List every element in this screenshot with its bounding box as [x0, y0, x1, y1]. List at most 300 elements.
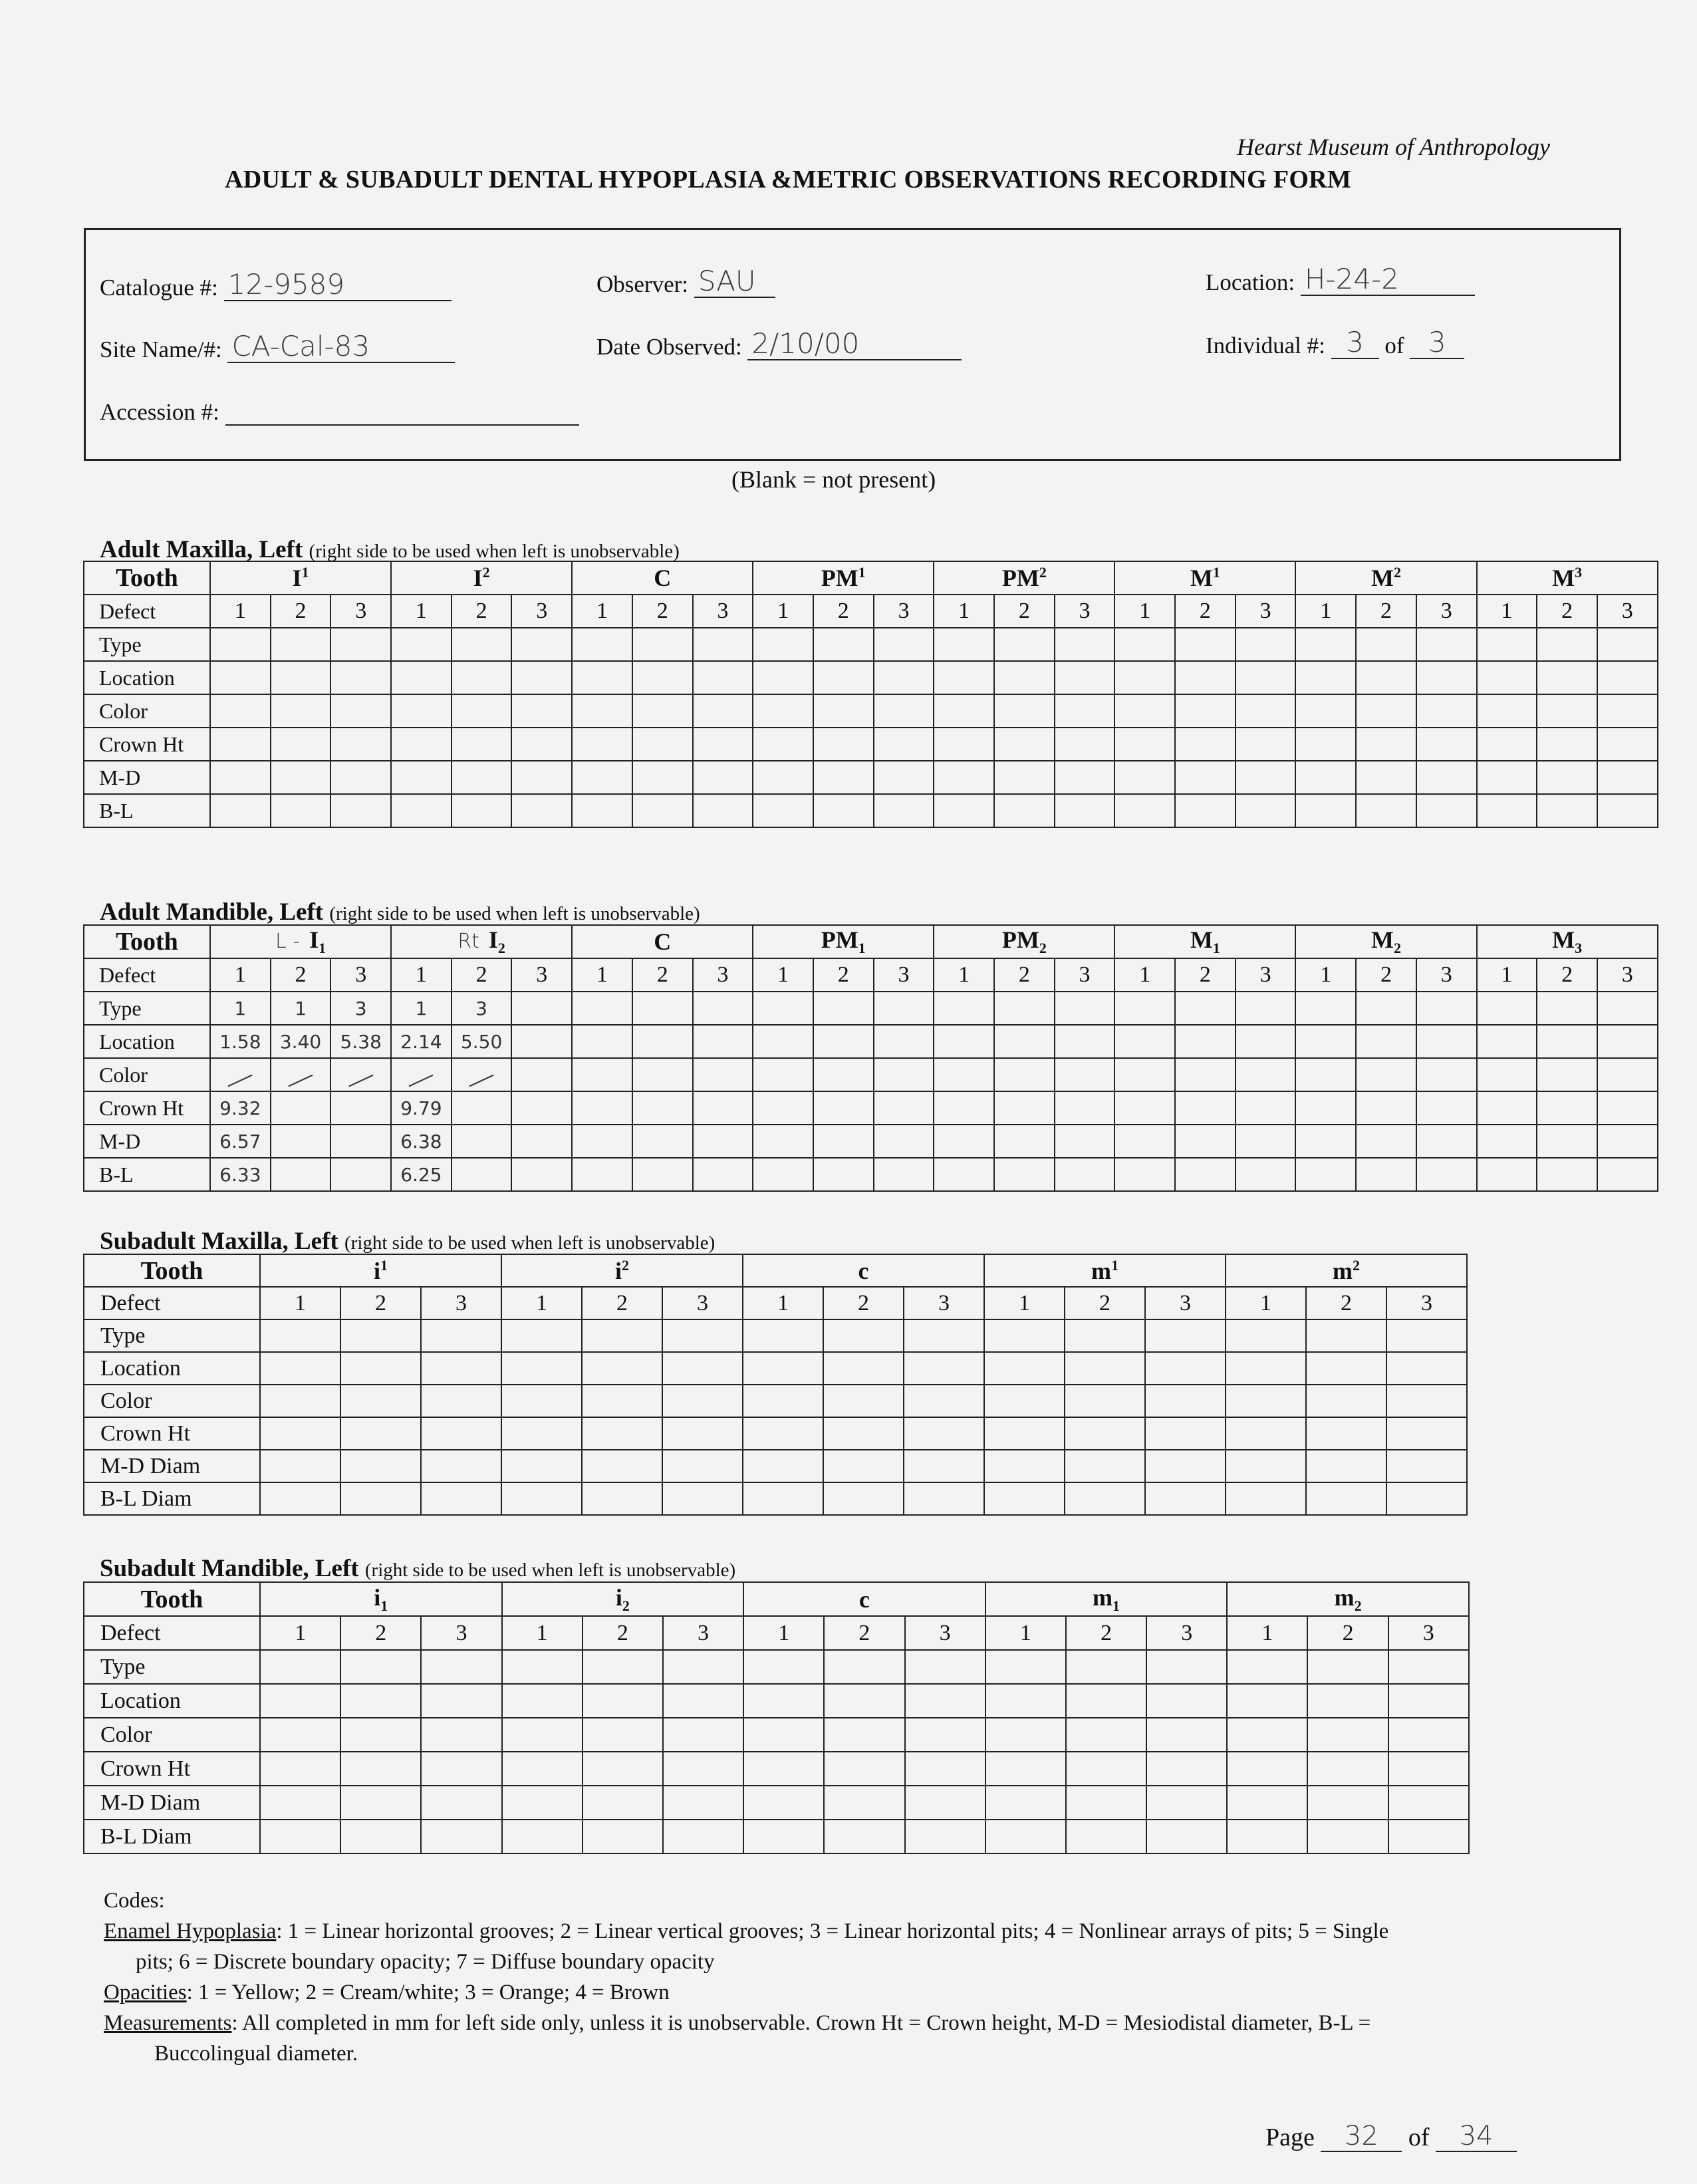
data-cell[interactable] — [662, 1482, 743, 1515]
data-cell[interactable] — [1226, 1482, 1306, 1515]
data-cell[interactable] — [340, 1650, 421, 1684]
data-cell[interactable] — [1295, 1025, 1356, 1058]
data-cell[interactable] — [1236, 761, 1296, 794]
data-cell[interactable] — [340, 1417, 421, 1450]
data-cell[interactable] — [994, 694, 1055, 728]
data-cell[interactable] — [934, 1058, 994, 1091]
data-cell[interactable] — [271, 1158, 331, 1191]
data-cell[interactable] — [1477, 992, 1537, 1025]
data-cell[interactable] — [1388, 1820, 1469, 1853]
data-cell[interactable] — [1145, 1417, 1226, 1450]
data-cell[interactable] — [501, 1450, 582, 1482]
data-cell[interactable] — [1307, 1752, 1388, 1786]
data-cell[interactable] — [985, 1820, 1066, 1853]
data-cell[interactable] — [1146, 1718, 1227, 1752]
data-cell[interactable] — [1306, 1482, 1386, 1515]
data-cell[interactable] — [582, 1450, 662, 1482]
data-cell[interactable] — [511, 794, 572, 827]
data-cell[interactable] — [1114, 694, 1175, 728]
data-cell[interactable] — [260, 1786, 340, 1820]
data-cell[interactable] — [753, 1025, 813, 1058]
data-cell[interactable] — [582, 1319, 662, 1352]
data-cell[interactable] — [330, 794, 391, 827]
data-cell[interactable] — [582, 1352, 662, 1385]
data-cell[interactable] — [1356, 992, 1416, 1025]
data-cell[interactable] — [1416, 1125, 1477, 1158]
data-cell[interactable] — [874, 694, 934, 728]
data-cell[interactable]: 5.50 — [452, 1025, 512, 1058]
data-cell[interactable] — [693, 992, 753, 1025]
data-cell[interactable] — [984, 1417, 1065, 1450]
data-cell[interactable] — [1295, 1058, 1356, 1091]
data-cell[interactable] — [1416, 794, 1477, 827]
data-cell[interactable] — [1597, 1025, 1658, 1058]
data-cell[interactable] — [502, 1684, 583, 1718]
data-cell[interactable] — [1306, 1352, 1386, 1385]
data-cell[interactable] — [693, 1091, 753, 1125]
data-cell[interactable] — [632, 761, 693, 794]
data-cell[interactable] — [421, 1786, 501, 1820]
data-cell[interactable] — [743, 1684, 824, 1718]
data-cell[interactable] — [1055, 628, 1115, 661]
data-cell[interactable] — [340, 1352, 421, 1385]
data-cell[interactable] — [271, 628, 331, 661]
data-cell[interactable] — [271, 694, 331, 728]
data-cell[interactable] — [330, 628, 391, 661]
data-cell[interactable]: 6.57 — [210, 1125, 271, 1158]
data-cell[interactable] — [934, 628, 994, 661]
data-cell[interactable] — [391, 728, 452, 761]
data-cell[interactable] — [934, 1125, 994, 1158]
data-cell[interactable] — [874, 728, 934, 761]
data-cell[interactable] — [632, 1025, 693, 1058]
data-cell[interactable] — [1295, 761, 1356, 794]
data-cell[interactable] — [1537, 761, 1597, 794]
data-cell[interactable] — [1236, 1091, 1296, 1125]
data-cell[interactable] — [1227, 1684, 1307, 1718]
data-cell[interactable] — [1537, 794, 1597, 827]
data-cell[interactable] — [511, 1158, 572, 1191]
data-cell[interactable] — [1597, 628, 1658, 661]
data-cell[interactable] — [572, 1158, 632, 1191]
data-cell[interactable] — [994, 1091, 1055, 1125]
data-cell[interactable] — [1416, 628, 1477, 661]
data-cell[interactable] — [743, 1385, 823, 1417]
data-cell[interactable] — [271, 1125, 331, 1158]
data-cell[interactable] — [511, 1025, 572, 1058]
data-cell[interactable] — [1537, 661, 1597, 694]
data-cell[interactable] — [813, 628, 874, 661]
data-cell[interactable] — [1114, 1025, 1175, 1058]
data-cell[interactable]: 3 — [452, 992, 512, 1025]
data-cell[interactable] — [1114, 661, 1175, 694]
data-cell[interactable] — [330, 1091, 391, 1125]
data-cell[interactable] — [1065, 1319, 1145, 1352]
data-cell[interactable] — [502, 1718, 583, 1752]
data-cell[interactable] — [743, 1820, 824, 1853]
data-cell[interactable] — [874, 794, 934, 827]
data-cell[interactable]: 5.38 — [330, 1025, 391, 1058]
data-cell[interactable] — [632, 794, 693, 827]
data-cell[interactable] — [1055, 1058, 1115, 1091]
data-cell[interactable] — [572, 1025, 632, 1058]
data-cell[interactable]: 6.38 — [391, 1125, 452, 1158]
data-cell[interactable] — [502, 1752, 583, 1786]
data-cell[interactable] — [632, 1058, 693, 1091]
data-cell[interactable] — [1597, 1058, 1658, 1091]
data-cell[interactable] — [743, 1450, 823, 1482]
data-cell[interactable] — [1226, 1319, 1306, 1352]
data-cell[interactable] — [813, 661, 874, 694]
data-cell[interactable] — [330, 1158, 391, 1191]
data-cell[interactable] — [452, 761, 512, 794]
data-cell[interactable] — [985, 1786, 1066, 1820]
data-cell[interactable] — [572, 628, 632, 661]
data-cell[interactable] — [1477, 728, 1537, 761]
data-cell[interactable] — [340, 1820, 421, 1853]
data-cell[interactable] — [934, 992, 994, 1025]
data-cell[interactable] — [391, 761, 452, 794]
data-cell[interactable] — [511, 992, 572, 1025]
data-cell[interactable] — [572, 1058, 632, 1091]
data-cell[interactable] — [572, 761, 632, 794]
data-cell[interactable] — [271, 1058, 331, 1091]
data-cell[interactable] — [813, 1025, 874, 1058]
data-cell[interactable] — [1146, 1650, 1227, 1684]
data-cell[interactable] — [330, 761, 391, 794]
data-cell[interactable] — [823, 1385, 904, 1417]
data-cell[interactable] — [1416, 992, 1477, 1025]
data-cell[interactable] — [1055, 1091, 1115, 1125]
data-cell[interactable] — [340, 1482, 421, 1515]
data-cell[interactable] — [1477, 628, 1537, 661]
data-cell[interactable]: 1 — [271, 992, 331, 1025]
data-cell[interactable] — [452, 1091, 512, 1125]
data-cell[interactable] — [1236, 661, 1296, 694]
data-cell[interactable] — [813, 1158, 874, 1191]
data-cell[interactable] — [210, 661, 271, 694]
data-cell[interactable] — [905, 1650, 985, 1684]
data-cell[interactable] — [663, 1786, 743, 1820]
data-cell[interactable] — [452, 1158, 512, 1191]
data-cell[interactable] — [1114, 728, 1175, 761]
data-cell[interactable] — [583, 1820, 663, 1853]
data-cell[interactable] — [823, 1482, 904, 1515]
data-cell[interactable] — [1065, 1482, 1145, 1515]
data-cell[interactable] — [813, 992, 874, 1025]
data-cell[interactable] — [421, 1752, 501, 1786]
individual-total[interactable]: 3 — [1410, 327, 1464, 359]
data-cell[interactable] — [1226, 1450, 1306, 1482]
data-cell[interactable] — [994, 794, 1055, 827]
data-cell[interactable] — [934, 761, 994, 794]
data-cell[interactable] — [1145, 1352, 1226, 1385]
data-cell[interactable] — [340, 1450, 421, 1482]
data-cell[interactable] — [1145, 1319, 1226, 1352]
data-cell[interactable] — [1307, 1820, 1388, 1853]
data-cell[interactable] — [874, 661, 934, 694]
data-cell[interactable] — [1537, 1025, 1597, 1058]
data-cell[interactable] — [994, 1125, 1055, 1158]
data-cell[interactable] — [1236, 1025, 1296, 1058]
data-cell[interactable] — [753, 992, 813, 1025]
data-cell[interactable] — [1537, 728, 1597, 761]
data-cell[interactable] — [1537, 1058, 1597, 1091]
data-cell[interactable] — [210, 794, 271, 827]
data-cell[interactable] — [753, 728, 813, 761]
data-cell[interactable] — [583, 1684, 663, 1718]
data-cell[interactable] — [1114, 628, 1175, 661]
data-cell[interactable] — [1295, 794, 1356, 827]
data-cell[interactable] — [874, 628, 934, 661]
data-cell[interactable] — [632, 1125, 693, 1158]
data-cell[interactable] — [1477, 794, 1537, 827]
data-cell[interactable] — [743, 1650, 824, 1684]
data-cell[interactable] — [1236, 1058, 1296, 1091]
data-cell[interactable] — [905, 1786, 985, 1820]
data-cell[interactable] — [934, 728, 994, 761]
data-cell[interactable] — [994, 992, 1055, 1025]
data-cell[interactable] — [813, 1058, 874, 1091]
data-cell[interactable] — [632, 992, 693, 1025]
data-cell[interactable] — [260, 1482, 340, 1515]
data-cell[interactable] — [632, 1091, 693, 1125]
data-cell[interactable] — [934, 661, 994, 694]
data-cell[interactable] — [421, 1820, 501, 1853]
data-cell[interactable] — [874, 761, 934, 794]
data-cell[interactable] — [1537, 1125, 1597, 1158]
data-cell[interactable] — [743, 1718, 824, 1752]
data-cell[interactable] — [1066, 1786, 1146, 1820]
data-cell[interactable] — [663, 1718, 743, 1752]
data-cell[interactable] — [1227, 1752, 1307, 1786]
data-cell[interactable] — [1597, 761, 1658, 794]
data-cell[interactable] — [984, 1319, 1065, 1352]
data-cell[interactable] — [753, 694, 813, 728]
data-cell[interactable] — [1175, 1058, 1236, 1091]
data-cell[interactable] — [1597, 728, 1658, 761]
data-cell[interactable] — [1065, 1450, 1145, 1482]
data-cell[interactable] — [572, 794, 632, 827]
data-cell[interactable] — [1175, 728, 1236, 761]
data-cell[interactable] — [452, 694, 512, 728]
data-cell[interactable] — [753, 1058, 813, 1091]
data-cell[interactable] — [1114, 1125, 1175, 1158]
data-cell[interactable]: 1 — [391, 992, 452, 1025]
data-cell[interactable] — [1356, 1025, 1416, 1058]
data-cell[interactable] — [1388, 1752, 1469, 1786]
data-cell[interactable] — [260, 1820, 340, 1853]
data-cell[interactable] — [1146, 1752, 1227, 1786]
data-cell[interactable] — [511, 1058, 572, 1091]
data-cell[interactable] — [330, 661, 391, 694]
data-cell[interactable] — [743, 1786, 824, 1820]
data-cell[interactable] — [813, 1091, 874, 1125]
data-cell[interactable] — [934, 1025, 994, 1058]
data-cell[interactable] — [583, 1650, 663, 1684]
data-cell[interactable] — [1295, 694, 1356, 728]
data-cell[interactable] — [1386, 1385, 1467, 1417]
data-cell[interactable] — [260, 1417, 340, 1450]
data-cell[interactable] — [824, 1752, 904, 1786]
data-cell[interactable] — [905, 1820, 985, 1853]
data-cell[interactable] — [1295, 661, 1356, 694]
data-cell[interactable] — [452, 728, 512, 761]
data-cell[interactable] — [421, 1352, 501, 1385]
data-cell[interactable] — [1065, 1385, 1145, 1417]
data-cell[interactable] — [1114, 761, 1175, 794]
data-cell[interactable] — [1055, 1125, 1115, 1158]
data-cell[interactable] — [1175, 1091, 1236, 1125]
data-cell[interactable] — [340, 1718, 421, 1752]
data-cell[interactable] — [421, 1684, 501, 1718]
data-cell[interactable] — [1175, 794, 1236, 827]
data-cell[interactable] — [1307, 1684, 1388, 1718]
data-cell[interactable] — [1114, 992, 1175, 1025]
data-cell[interactable] — [693, 1158, 753, 1191]
data-cell[interactable] — [511, 1125, 572, 1158]
data-cell[interactable] — [1226, 1385, 1306, 1417]
data-cell[interactable] — [693, 1125, 753, 1158]
data-cell[interactable] — [1416, 761, 1477, 794]
data-cell[interactable] — [330, 728, 391, 761]
data-cell[interactable] — [1306, 1319, 1386, 1352]
data-cell[interactable] — [1175, 628, 1236, 661]
data-cell[interactable] — [1146, 1684, 1227, 1718]
data-cell[interactable] — [985, 1752, 1066, 1786]
data-cell[interactable] — [501, 1385, 582, 1417]
data-cell[interactable] — [874, 1058, 934, 1091]
data-cell[interactable] — [934, 1091, 994, 1125]
data-cell[interactable] — [813, 1125, 874, 1158]
data-cell[interactable] — [632, 1158, 693, 1191]
data-cell[interactable] — [421, 1482, 501, 1515]
data-cell[interactable]: 3 — [330, 992, 391, 1025]
data-cell[interactable] — [662, 1352, 743, 1385]
data-cell[interactable] — [1386, 1352, 1467, 1385]
data-cell[interactable] — [743, 1752, 824, 1786]
data-cell[interactable] — [1386, 1319, 1467, 1352]
page-value[interactable]: 32 — [1321, 2121, 1402, 2152]
data-cell[interactable] — [632, 661, 693, 694]
data-cell[interactable] — [985, 1718, 1066, 1752]
data-cell[interactable] — [1175, 992, 1236, 1025]
data-cell[interactable] — [1307, 1718, 1388, 1752]
data-cell[interactable] — [813, 794, 874, 827]
data-cell[interactable] — [260, 1352, 340, 1385]
data-cell[interactable] — [1356, 1125, 1416, 1158]
data-cell[interactable] — [330, 1058, 391, 1091]
data-cell[interactable] — [1145, 1482, 1226, 1515]
data-cell[interactable] — [632, 694, 693, 728]
data-cell[interactable] — [1175, 661, 1236, 694]
data-cell[interactable] — [904, 1385, 984, 1417]
data-cell[interactable] — [1356, 728, 1416, 761]
data-cell[interactable] — [823, 1417, 904, 1450]
data-cell[interactable] — [1175, 1125, 1236, 1158]
data-cell[interactable] — [994, 628, 1055, 661]
data-cell[interactable] — [904, 1450, 984, 1482]
data-cell[interactable] — [1236, 992, 1296, 1025]
data-cell[interactable] — [1227, 1820, 1307, 1853]
data-cell[interactable] — [632, 728, 693, 761]
data-cell[interactable] — [1055, 661, 1115, 694]
data-cell[interactable] — [904, 1319, 984, 1352]
data-cell[interactable] — [1477, 1125, 1537, 1158]
data-cell[interactable] — [1055, 728, 1115, 761]
data-cell[interactable] — [210, 761, 271, 794]
data-cell[interactable] — [501, 1352, 582, 1385]
data-cell[interactable] — [824, 1684, 904, 1718]
data-cell[interactable]: 6.25 — [391, 1158, 452, 1191]
data-cell[interactable] — [985, 1650, 1066, 1684]
catalogue-value[interactable]: 12-9589 — [224, 269, 452, 301]
data-cell[interactable] — [210, 1058, 271, 1091]
data-cell[interactable] — [1066, 1718, 1146, 1752]
data-cell[interactable] — [1416, 1058, 1477, 1091]
data-cell[interactable] — [813, 761, 874, 794]
data-cell[interactable] — [663, 1752, 743, 1786]
data-cell[interactable]: 6.33 — [210, 1158, 271, 1191]
data-cell[interactable] — [260, 1752, 340, 1786]
data-cell[interactable] — [1537, 694, 1597, 728]
data-cell[interactable] — [1065, 1352, 1145, 1385]
data-cell[interactable] — [572, 1091, 632, 1125]
data-cell[interactable] — [1226, 1417, 1306, 1450]
data-cell[interactable]: 2.14 — [391, 1025, 452, 1058]
data-cell[interactable] — [1306, 1385, 1386, 1417]
data-cell[interactable] — [874, 1025, 934, 1058]
data-cell[interactable] — [985, 1684, 1066, 1718]
data-cell[interactable] — [1145, 1450, 1226, 1482]
data-cell[interactable]: 3.40 — [271, 1025, 331, 1058]
data-cell[interactable] — [1597, 1158, 1658, 1191]
data-cell[interactable] — [501, 1482, 582, 1515]
data-cell[interactable] — [904, 1482, 984, 1515]
data-cell[interactable] — [1356, 694, 1416, 728]
data-cell[interactable] — [874, 1158, 934, 1191]
data-cell[interactable] — [753, 1158, 813, 1191]
data-cell[interactable] — [1114, 1058, 1175, 1091]
data-cell[interactable] — [502, 1820, 583, 1853]
data-cell[interactable] — [904, 1417, 984, 1450]
data-cell[interactable] — [662, 1417, 743, 1450]
data-cell[interactable] — [421, 1319, 501, 1352]
data-cell[interactable] — [813, 694, 874, 728]
accession-value[interactable] — [225, 424, 579, 426]
observer-value[interactable]: SAU — [694, 266, 775, 298]
data-cell[interactable] — [210, 694, 271, 728]
data-cell[interactable] — [1236, 1158, 1296, 1191]
data-cell[interactable] — [260, 1718, 340, 1752]
data-cell[interactable] — [1227, 1718, 1307, 1752]
data-cell[interactable] — [824, 1820, 904, 1853]
data-cell[interactable] — [391, 628, 452, 661]
data-cell[interactable] — [260, 1650, 340, 1684]
data-cell[interactable] — [1306, 1417, 1386, 1450]
data-cell[interactable] — [330, 1125, 391, 1158]
data-cell[interactable] — [1356, 1058, 1416, 1091]
data-cell[interactable] — [1477, 661, 1537, 694]
data-cell[interactable] — [1055, 1158, 1115, 1191]
data-cell[interactable] — [693, 661, 753, 694]
data-cell[interactable] — [1295, 1125, 1356, 1158]
data-cell[interactable] — [1386, 1482, 1467, 1515]
data-cell[interactable] — [1388, 1684, 1469, 1718]
data-cell[interactable] — [511, 628, 572, 661]
data-cell[interactable] — [824, 1786, 904, 1820]
data-cell[interactable] — [340, 1752, 421, 1786]
